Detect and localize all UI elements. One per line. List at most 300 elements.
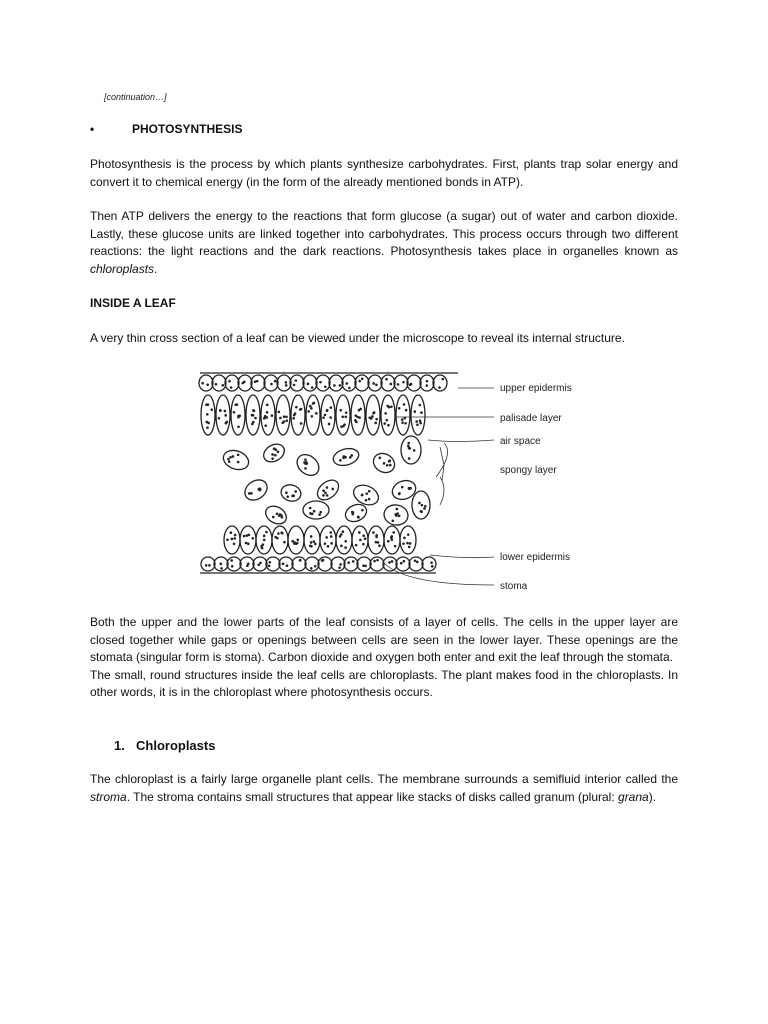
chloroplast-dot xyxy=(226,538,229,541)
chloroplast-dot xyxy=(271,457,274,460)
chloroplast-dot xyxy=(310,541,313,544)
leaf-cell xyxy=(240,557,254,571)
chloroplast-dot xyxy=(371,415,374,418)
chloroplast-dot xyxy=(309,544,312,547)
chloroplast-dot xyxy=(263,539,266,542)
chloroplast-dot xyxy=(205,564,208,567)
chloroplast-dot xyxy=(207,422,210,425)
chloroplast-dot xyxy=(426,384,429,387)
chloroplast-dot xyxy=(387,540,390,543)
chloroplast-dot xyxy=(377,541,380,544)
leaf-cell xyxy=(225,375,239,391)
leaf-cell xyxy=(329,375,343,391)
chloroplast-dot xyxy=(391,519,394,522)
chloroplast-dot xyxy=(260,545,263,548)
chloroplast-dot xyxy=(401,418,404,421)
chloroplast-dot xyxy=(361,378,364,381)
chloroplast-dot xyxy=(259,562,262,565)
chloroplast-dot xyxy=(210,408,213,411)
chloroplast-dot xyxy=(295,379,298,382)
chloroplast-dot xyxy=(307,383,310,386)
chloroplast-dot xyxy=(390,405,393,408)
chloroplast-dot xyxy=(247,562,250,565)
chloroplast-dot xyxy=(300,422,303,425)
paragraph-chloroplast-structure xyxy=(90,771,678,806)
label-lower-epidermis: lower epidermis xyxy=(500,552,571,563)
leaf-cell xyxy=(344,557,358,571)
chloroplast-dot xyxy=(309,405,312,408)
chloroplast-dot xyxy=(349,456,352,459)
leaf-cell xyxy=(400,526,416,554)
chloroplast-dot xyxy=(415,420,418,423)
chloroplast-dot xyxy=(394,513,397,516)
leaf-cell xyxy=(221,447,252,473)
leaf-cell xyxy=(355,375,369,391)
chloroplast-dot xyxy=(309,507,312,510)
chloroplast-dot xyxy=(361,509,364,512)
chloroplast-dot xyxy=(283,541,286,544)
chloroplast-dot xyxy=(237,461,240,464)
leaf-cell xyxy=(201,557,215,571)
chloroplast-dot xyxy=(346,382,349,385)
chloroplast-dot xyxy=(215,383,218,386)
chloroplast-dot xyxy=(386,464,389,467)
leaf-cell xyxy=(241,476,271,505)
chloroplast-dot xyxy=(408,457,411,460)
chloroplast-dot xyxy=(330,542,333,545)
chloroplast-dot xyxy=(365,499,368,502)
chloroplast-dot xyxy=(231,565,234,568)
leaf-cell xyxy=(351,395,365,435)
chloroplast-dot xyxy=(339,535,342,538)
chloroplast-dot xyxy=(361,494,364,497)
leaf-cell xyxy=(381,395,395,435)
bullet: • xyxy=(90,122,95,136)
heading-title: Chloroplasts xyxy=(136,738,216,753)
chloroplast-dot xyxy=(392,531,395,534)
numbered-heading-chloroplasts xyxy=(114,738,215,753)
chloroplast-dot xyxy=(314,565,317,568)
chloroplast-dot xyxy=(224,414,227,417)
chloroplast-dot xyxy=(283,420,286,423)
chloroplast-dot xyxy=(398,407,401,410)
chloroplast-dot xyxy=(406,542,409,545)
chloroplast-dot xyxy=(404,422,407,425)
leaf-cell xyxy=(293,450,323,479)
stroma-text-3: ). xyxy=(648,789,657,804)
label-upper-epidermis: upper epidermis xyxy=(500,383,572,394)
chloroplast-dot xyxy=(372,531,375,534)
leaf-cell xyxy=(303,501,329,519)
chloroplast-dot xyxy=(383,422,386,425)
chloroplast-dot xyxy=(324,492,327,495)
chloroplast-dot xyxy=(254,417,257,420)
chloroplast-dot xyxy=(270,383,273,386)
chloroplast-dot xyxy=(237,415,240,418)
chloroplast-dot xyxy=(310,535,313,538)
leaf-cell xyxy=(331,557,345,571)
chloroplast-dot xyxy=(319,381,322,384)
chloroplast-dot xyxy=(413,449,416,452)
paragraph-stomata: Both the upper and the lower parts of the leaf consists of a layer of cells. The cells in the upper layer are closed together while gaps or openings between cells are seen in the lower layer. These openings are the stomata (singular form is stoma). Carbon dioxide and oxygen both enter and exit the leaf through the stomata. xyxy=(90,615,678,664)
leaf-cell xyxy=(422,557,436,571)
chloroplast-dot xyxy=(295,406,298,409)
leaf-cell xyxy=(303,375,317,391)
leaf-cell xyxy=(260,441,287,466)
chloroplast-dot xyxy=(359,408,362,411)
chloroplast-dot xyxy=(344,546,347,549)
chloroplast-dot xyxy=(273,447,276,450)
chloroplast-dot xyxy=(279,417,282,420)
chloroplast-dot xyxy=(391,538,394,541)
paragraph-photosynthesis-intro: Photosynthesis is the process by which plants synthesize carbohydrates. First, plants trap solar energy and convert it to chemical energy (in the form of the already mentioned bonds in ATP). xyxy=(90,157,678,189)
stroma-text-1: The chloroplast is a fairly large organelle plant cells. The membrane surrounds a semifluid interior called the xyxy=(90,772,678,786)
chloroplast-dot xyxy=(403,537,406,540)
chloroplast-dot xyxy=(268,565,271,568)
chloroplast-dot xyxy=(325,536,328,539)
leaf-cell xyxy=(318,557,332,571)
chloroplast-dot xyxy=(206,383,209,386)
chloroplast-dot xyxy=(307,410,310,413)
chloroplast-dot xyxy=(407,533,410,536)
grana-term: grana xyxy=(618,789,649,804)
chloroplast-dot xyxy=(358,531,361,534)
leaf-cell xyxy=(396,395,410,435)
chloroplast-dot xyxy=(359,539,362,542)
chloroplast-dot xyxy=(299,408,302,411)
chloroplast-dot xyxy=(285,384,288,387)
chloroplast-dot xyxy=(374,422,377,425)
leaf-cell xyxy=(336,395,350,435)
chloroplast-dot xyxy=(293,384,296,387)
chloroplast-dot xyxy=(398,515,401,518)
chloroplast-dot xyxy=(333,384,336,387)
chloroplast-dot xyxy=(224,410,227,413)
paragraph-chloroplast-food: The small, round structures inside the leaf cells are chloroplasts. The plant makes food in the chloroplasts. In other words, it is in the chloroplast where photosynthesis occurs. xyxy=(90,667,678,699)
chloroplast-dot xyxy=(232,455,235,458)
chloroplast-dot xyxy=(296,539,299,542)
chloroplast-dot xyxy=(431,565,434,568)
chloroplast-dot xyxy=(378,544,381,547)
chloroplast-dot xyxy=(311,415,314,418)
chloroplast-dot xyxy=(388,406,391,409)
chloroplast-dot xyxy=(227,458,230,461)
continuation-note: [continuation…] xyxy=(104,92,167,102)
leaf-cell xyxy=(407,375,421,391)
leaf-cell xyxy=(390,477,419,502)
chloroplast-dot xyxy=(384,412,387,415)
chloroplast-dot xyxy=(372,412,375,415)
subheading-inside-leaf: INSIDE A LEAF xyxy=(90,296,176,310)
chloroplast-dot xyxy=(237,453,240,456)
chloroplast-dot xyxy=(220,567,223,570)
chloroplast-dot xyxy=(424,505,427,508)
chloroplast-dot xyxy=(234,534,237,537)
chloroplast-dot xyxy=(421,504,424,507)
leaf-cell xyxy=(262,503,289,528)
label-air-space: air space xyxy=(500,436,541,447)
chloroplast-dot xyxy=(339,563,342,566)
chloroplast-dot xyxy=(292,417,295,420)
chloroplast-dot xyxy=(304,467,307,470)
chloroplast-dot xyxy=(263,535,266,538)
chloroplast-dot xyxy=(268,561,271,564)
chloroplast-dot xyxy=(391,560,394,563)
chloroplast-dot xyxy=(372,382,375,385)
chloroplast-dot xyxy=(285,381,288,384)
chloroplast-dot xyxy=(292,494,295,497)
chloroplast-dot xyxy=(228,380,231,383)
leaf-cell xyxy=(396,557,410,571)
paragraph-atp xyxy=(90,208,678,278)
chloroplast-dot xyxy=(394,545,397,548)
chloroplast-dot xyxy=(257,563,260,566)
chloroplast-dot xyxy=(420,411,423,414)
chloroplast-dot xyxy=(205,403,208,406)
paragraph-cross-section: A very thin cross section of a leaf can be viewed under the microscope to reveal its internal structure. xyxy=(90,331,625,345)
chloroplast-dot xyxy=(322,559,325,562)
leaf-cell xyxy=(279,557,293,571)
chloroplast-dot xyxy=(252,421,255,424)
chloroplast-dot xyxy=(231,538,234,541)
chloroplast-dot xyxy=(388,561,391,564)
chloroplast-dot xyxy=(247,542,250,545)
chloroplast-dot xyxy=(310,407,313,410)
chloroplast-dot xyxy=(356,416,359,419)
chloroplast-dot xyxy=(388,460,391,463)
chloroplast-dot xyxy=(234,403,237,406)
chloroplast-dot xyxy=(328,423,331,426)
chloroplast-dot xyxy=(313,540,316,543)
chloroplast-dot xyxy=(354,419,357,422)
chloroplast-dot xyxy=(282,563,285,566)
chloroplast-dot xyxy=(324,385,327,388)
leaf-cell xyxy=(279,483,302,504)
chloroplast-dot xyxy=(324,542,327,545)
chloroplast-dot xyxy=(396,508,399,511)
leaf-cell xyxy=(238,375,252,391)
chloroplast-dot xyxy=(365,492,368,495)
chloroplast-dot xyxy=(400,562,403,565)
chloroplast-dot xyxy=(252,414,255,417)
chloroplast-dot xyxy=(311,513,314,516)
chloroplast-dot xyxy=(389,383,392,386)
chloroplast-dot xyxy=(383,462,386,465)
chloroplast-dot xyxy=(426,380,429,383)
chloroplast-dot xyxy=(329,531,332,534)
leaf-cell xyxy=(420,375,434,391)
leaf-cell xyxy=(336,526,352,554)
chloroplast-dot xyxy=(408,447,411,450)
chloroplast-dot xyxy=(248,534,251,537)
chloroplast-dot xyxy=(322,494,325,497)
chloroplast-dot xyxy=(419,422,422,425)
stroma-term: stroma xyxy=(90,789,127,804)
chloroplast-dot xyxy=(277,451,280,454)
chloroplast-dot xyxy=(375,536,378,539)
leaf-cell xyxy=(411,395,425,435)
chloroplast-dot xyxy=(310,567,313,570)
chloroplast-dot xyxy=(208,564,211,567)
chloroplast-dot xyxy=(339,409,342,412)
chloroplast-dot xyxy=(271,453,274,456)
leaf-cross-section-figure xyxy=(196,365,606,597)
paragraph-atp-text: Then ATP delivers the energy to the reactions that form glucose (a sugar) out of water and carbon dioxide. Lastly, these glucose units are linked together into carbohydrates. This process occurs through two different reactions: the light reactions and the dark reactions. Photosynthesis takes place in organelles known as xyxy=(90,209,678,258)
leaf-edge xyxy=(200,373,458,573)
chloroplast-dot xyxy=(385,378,388,381)
chloroplast-dot xyxy=(345,411,348,414)
chloroplast-dot xyxy=(286,564,289,567)
chloroplast-dot xyxy=(285,491,288,494)
chloroplast-dot xyxy=(352,560,355,563)
chloroplast-dot xyxy=(344,415,347,418)
chloroplast-dot xyxy=(248,492,251,495)
chloroplast-dot xyxy=(385,419,388,422)
chloroplast-dot xyxy=(344,540,347,543)
chloroplast-dot xyxy=(252,409,255,412)
leaf-cell xyxy=(316,375,330,391)
chloroplast-dot xyxy=(343,455,346,458)
chloroplast-dot xyxy=(305,461,308,464)
chloroplast-dot xyxy=(278,411,281,414)
chloroplast-dot xyxy=(330,535,333,538)
chloroplast-dot xyxy=(397,383,400,386)
chloroplast-dot xyxy=(257,488,260,491)
chloroplast-dot xyxy=(276,537,279,540)
leaf-cell xyxy=(320,526,336,554)
chloroplast-dot xyxy=(419,419,422,422)
chloroplast-dot xyxy=(351,511,354,514)
chloroplast-dot xyxy=(264,424,267,427)
leaf-cell xyxy=(240,526,256,554)
chloroplast-dot xyxy=(339,459,342,462)
chloroplast-dot xyxy=(281,532,284,535)
chloroplast-dot xyxy=(401,486,404,489)
chloroplast-dot xyxy=(327,545,330,548)
chloroplast-dot xyxy=(358,380,361,383)
chloroplast-dot xyxy=(326,486,329,489)
chloroplast-dot xyxy=(319,511,322,514)
leaf-cell xyxy=(394,375,408,391)
chloroplast-dot xyxy=(314,543,317,546)
chloroplast-dot xyxy=(330,406,333,409)
chloroplast-dot xyxy=(229,456,232,459)
chloroplast-dot xyxy=(315,412,318,415)
chloroplast-dot xyxy=(390,535,393,538)
chloroplast-dot xyxy=(312,402,315,405)
chloroplast-dot xyxy=(339,384,342,387)
chloroplast-dot xyxy=(348,387,351,390)
chloroplast-dot xyxy=(414,560,417,563)
chloroplast-dot xyxy=(402,381,405,384)
chloroplast-dot xyxy=(410,383,413,386)
chloroplast-dot xyxy=(322,489,325,492)
chloroplast-dot xyxy=(341,415,344,418)
leaf-cell xyxy=(227,557,241,571)
chloroplast-dot xyxy=(407,442,410,445)
leaf-cell xyxy=(381,375,395,391)
chloroplast-dot xyxy=(364,565,367,568)
chloroplast-dot xyxy=(362,534,365,537)
chloroplast-dot xyxy=(357,516,360,519)
chloroplast-dot xyxy=(285,419,288,422)
chloroplast-dot xyxy=(233,411,236,414)
chloroplast-dot xyxy=(438,386,441,389)
stroma-text-2: . The stroma contains small structures that appear like stacks of disks called granum (plural: xyxy=(126,789,619,804)
leaf-cell xyxy=(266,557,280,571)
chloroplast-dot xyxy=(324,414,327,417)
chloroplast-dot xyxy=(263,417,266,420)
chloroplast-dot xyxy=(389,464,392,467)
leaf-cell xyxy=(409,557,423,571)
chloroplast-dot xyxy=(206,413,209,416)
chloroplast-dot xyxy=(299,559,302,562)
label-stoma: stoma xyxy=(500,581,528,592)
chloroplast-dot xyxy=(265,531,268,534)
chloroplast-dot xyxy=(230,559,233,562)
section-heading xyxy=(90,122,242,136)
chloroplast-dot xyxy=(402,542,405,545)
chloroplast-dot xyxy=(368,498,371,501)
chloroplast-dot xyxy=(342,530,345,533)
chloroplast-dot xyxy=(277,532,280,535)
leaf-cell xyxy=(401,436,421,464)
chloroplast-dot xyxy=(206,426,209,429)
leaf-cell xyxy=(306,395,320,435)
leaf-cell xyxy=(321,395,335,435)
chloroplast-dot xyxy=(331,488,334,491)
chloroplast-dot xyxy=(296,542,299,545)
chloroplast-dot xyxy=(276,513,279,516)
leaf-cell xyxy=(368,526,384,554)
chloroplast-dot xyxy=(430,561,433,564)
chloroplast-dot xyxy=(368,490,371,493)
chloroplast-dot xyxy=(416,561,419,564)
chloroplast-dot xyxy=(375,384,378,387)
chloroplast-dot xyxy=(285,416,288,419)
chloroplasts-term: chloroplasts xyxy=(90,261,155,276)
chloroplast-dot xyxy=(283,415,286,418)
chloroplast-dot xyxy=(355,544,358,547)
chloroplast-dot xyxy=(379,457,382,460)
heading-number: 1. xyxy=(114,738,125,753)
chloroplast-dot xyxy=(241,382,244,385)
leaf-cell xyxy=(304,526,320,554)
chloroplast-dot xyxy=(418,502,421,505)
paragraph-atp-end: . xyxy=(154,261,158,276)
chloroplast-dot xyxy=(201,382,204,385)
chloroplast-dot xyxy=(416,424,419,427)
chloroplast-dot xyxy=(286,495,289,498)
chloroplast-dot xyxy=(228,460,231,463)
label-spongy-layer: spongy layer xyxy=(500,465,557,476)
chloroplast-dot xyxy=(254,380,257,383)
chloroplast-dot xyxy=(304,458,307,461)
chloroplast-dot xyxy=(409,487,412,490)
leaf-cell xyxy=(366,395,380,435)
chloroplast-dot xyxy=(442,378,445,381)
chloroplast-dot xyxy=(221,384,224,387)
chloroplast-dot xyxy=(313,510,316,513)
chloroplast-dot xyxy=(218,417,221,420)
chloroplast-dot xyxy=(338,566,341,569)
chloroplast-dot xyxy=(245,542,248,545)
chloroplast-dot xyxy=(318,513,321,516)
chloroplast-dot xyxy=(420,510,423,513)
leaf-cell xyxy=(357,557,371,571)
chloroplast-dot xyxy=(225,422,228,425)
chloroplast-dot xyxy=(219,409,222,412)
